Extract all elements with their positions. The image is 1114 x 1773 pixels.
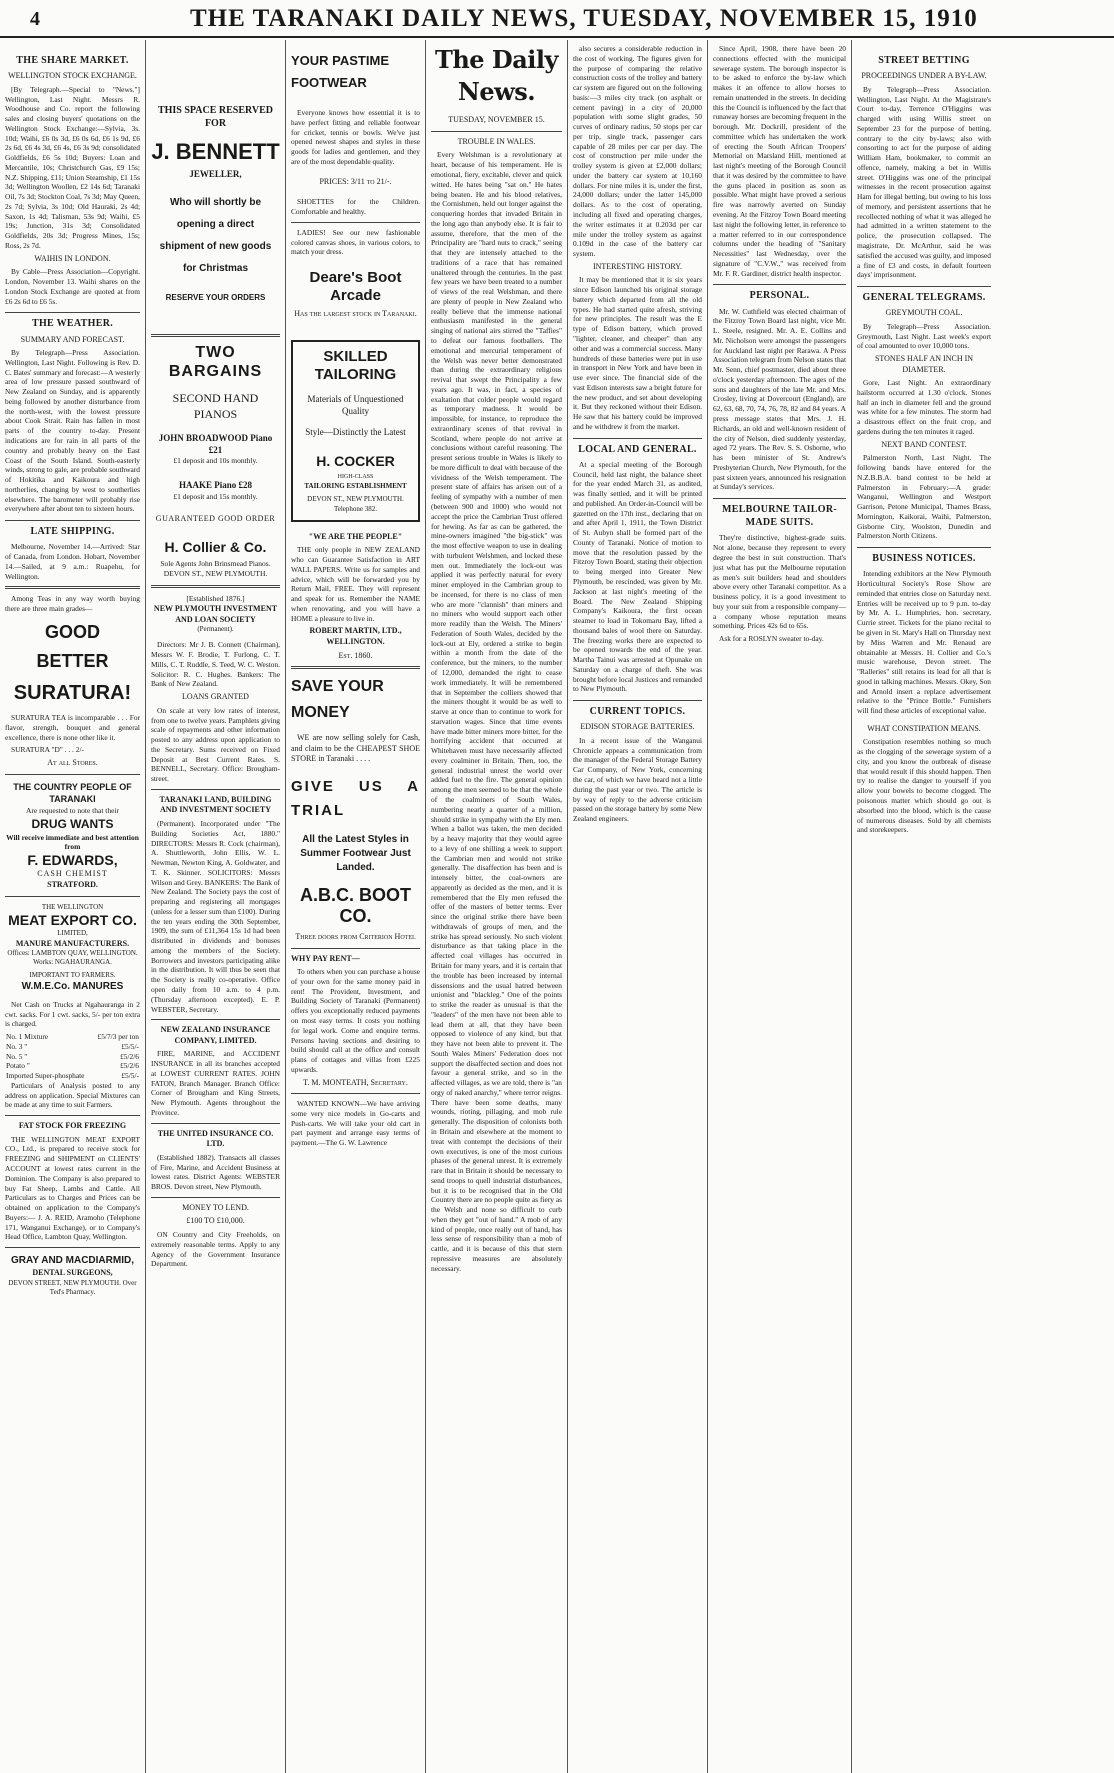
melbourne-heading: MELBOURNE TAILOR-MADE SUITS. (713, 498, 846, 529)
betting-body: By Telegraph—Press Association. Wellington, Last Night. At the Magistrate's Court to-day, Terrence O'Higgins was charged with using Willis street on September 23 for the purpose of betting, contrary to the city by-laws; also with consorting to act for the purpose of aiding William Ham, bookmaker, to commit an offence, namely, making a bet in Willis street. O'Higgins was one of the principal witnesses in the recent prosecution against Ham for illegal betting, but owing to his loss of memory, and persistent assertions that he recollected nothing of what it was alleged he had admitted in a written statement to the police, the prosecution collapsed. The magistrate, Dr. McArthur, said he was satisfied the accused was guilty, and imposed a fine of £3 and costs, in default fourteen days' imprisonment. (857, 84, 991, 280)
bargains-heading: TWO BARGAINS (168, 343, 263, 380)
manures-note: Particulars of Analysis posted to any address on application. Special Mixtures can be made at any time to suit Farmers. (5, 1080, 140, 1110)
column-2 (146, 40, 286, 1773)
stones-heading: STONES HALF AN INCH IN DIAMETER. (874, 354, 974, 374)
broadwood-terms: £1 deposit and 10s monthly. (173, 456, 258, 466)
abc-heading: A.B.C. BOOT CO. (300, 884, 411, 927)
reserved-text: THIS SPACE RESERVED FOR (157, 105, 274, 130)
tlb-body: (Permanent). Incorporated under "The Building Societies Act, 1880." DIRECTORS: Messrs R. Cock (chairman), A. Shuttleworth, John Ellis, W. L. Newman, Newton King, A. Goldwater, and T. K. Skinner. SOLICITORS: Messrs Wilson and Grey. BANKERS: The Bank of New Zealand. The Society pays the cost of preparing and registering all mortgages (unless for a lesser sum than £100). During the ten years ending the 30th September, 1909, the sum of £11,364 15s 1d had been distributed in dividends and bonuses among the members of the Society. Borrowers and investors participating alike in the distribution. It will thus be seen that the Society is really co-operative. Office open daily from 10 a.m. to 4 p.m. (Thursday afternoon excepted). E. P. WEBSTER, Secretary. (151, 819, 280, 1014)
topics-heading: CURRENT TOPICS. (573, 700, 702, 718)
column-3 (286, 40, 426, 1773)
divider (291, 948, 420, 949)
bennett-body: Who will shortly be opening a direct shipment of new goods for Christmas (159, 197, 272, 275)
battery-continued-body: also secures a considerable reduction in the cost of working. The figures given for the purpose of comparing the relative construction costs of the trolley and battery car system are figured out on the following basis:—3 miles city track (on asphalt or cement paving) in a city of 20,000 population with some slight grades, 50 curves of ordinary radius, 50 stops per car per trip, single track, passenger cars capable of 28 miles per car per day. The cost of construction per mile under the trolley system is given at £2,000 dollars; under the battery car system at 10,160 dollars. For nine miles it is, under the first, 24,000 dollars; under the latter 145,000 dollars. As to the cost of operating, including all fixed and operating charges, the writer estimates it at 0.203d per car mile under the trolley system as against 0.109d in the case of the battery car system. (573, 44, 702, 259)
broadwood-price: JOHN BROADWOOD Piano £21 (158, 432, 273, 455)
tailoring-line: TAILORING ESTABLISHMENT (304, 482, 407, 491)
suratura-ad (5, 622, 140, 705)
council-notes-body: Since April, 1908, there have been 20 connections effected with the municipal sewerage system. The borough inspector is to be asked to enforce the by-law which makes it an offence to allow horses to remain unattended in the streets. In deciding this the Council is influenced by the fact that runaway horses are becoming frequent in the borough. Mr. Dockrill, president of the committee which has undertaken the work of erecting the South African Troopers' Memorial on Marsland Hill, mentioned at last night's meeting of the Borough Council that it was desired by the committee to have the guns placed in position as soon as possible. What might have proved a serious fire was narrowly averted on Sunday evening. At the Fitzroy Town Board meeting last night the following letter, in reference to a matter referred to in our correspondence columns under the heading of "Sanitary Necessities" last Wednesday, over the signature of "C.V.W.," was received from Mr. F. R. Gardiner, district health inspector. (713, 44, 846, 278)
divider (291, 666, 420, 669)
weather-body: By Telegraph—Press Association. Wellington, Last Night. Following is Rev. D. C. Bates' summary and forecast:—A westerly area of low pressure passed southward of New Zealand on Sunday, and is apparently being followed by another disturbance from the north-west, with the lowest pressure about Cook Strait. Rain has fallen in most parts of the country to-day. Present indications are for rain in all parts of the country and probably heavy on the East Coast of the South Island. South-easterly winds, strong to gale, are probable southward of Hokitika and Kaikoura and high northerlies, changing by west to southerlies elsewhere. The barometer will probably rise everywhere after about ten to sixteen hours. (5, 348, 140, 514)
freezing-body: THE WELLINGTON MEAT EXPORT CO., Ltd., is prepared to receive stock for FREEZING and SHIPMENT on CLIENTS' ACCOUNT at lowest rates current in the Dominion. The Company is also prepared to buy Fat Sheep, Lambs and Cattle. All Particulars as to Charges and Prices can be obtained on application to the Company's Buyers:— J. A. REID, Aramoho (Telephone 171, Wanganui Exchange), or to Company's Head Office, Lambton Quay, Wellington. (5, 1134, 140, 1242)
money-body: ON Country and City Freeholds, on extremely reasonable terms. Apply to any Agency of the Government Insurance Department. (151, 1230, 280, 1269)
melbourne-body: They're distinctive, highest-grade suits. Not alone, because they represent to every degree the best in suit construction. That's just what has put the Melbourne reputation as men's suit builders head and shoulders above every other Taranaki competitor. As a business policy, it is a good investment to buy your suit from a responsible company—a company whose reputation means something. Prices 42s 6d to 65s. (713, 533, 846, 631)
manures-table (5, 1032, 140, 1081)
share-market-body: [By Telegraph.—Special to "News."] Wellington, Last Night. Messrs R. Woodhouse and Co. report the following sales and closing buyers' quotations on the Wellington Stock Exchange:—Sylvia, 3s. 10d; Waihi, £6 0s 3d, £6 0s 6d, £6 1s 9d, £6 2s 6d, £6 4s 3d, £6 4s, £6 3s 9d; consolidated Goldfields, £6 5s 10d; Buyers: Loan and Mercantile, 10s; Christchurch Gas, £9 15s; N.Z. Shipping, £11; Union Steamship, £1 15s 3d; Wellington Woollen, £2 14s 6d; Taranaki Oil, 7s 3d; Stockton Coal, 7s 3d; May Queen, 2s 7d; Sylvia, 3s 10d; Old Hauraki, 2s 4d; Saxon, 1s 4d; Talisman, 53s 9d; Waihi, £5 19s; Junction, 31s 3d; Consolidated Goldfields, 20s 3d; Progress Mines, 15s; Ross, 2s 7d. (5, 84, 140, 250)
history-body: It may be mentioned that it is six years since Edison launched his original storage battery which departed from all the old types. He had started quite afresh, striving for new principles. The result was the E type of Edison battery, which proved "lighter, cleaner, and cheaper" than any other and was a commercial success. Many hundreds of these batteries were put in use in transport in New York and have been in use ever since. The financial side of the vast Edison interests saw a bright future for the new product, and set about developing it. But they reckoned without their Edison. He saw that his battery could be improved and he withdrew it from the market. (573, 275, 702, 431)
deare-heading: Deare's Boot Arcade (309, 269, 402, 305)
shipping-heading: LATE SHIPPING. (5, 520, 140, 538)
meat-export-ad (5, 903, 140, 994)
give-heading: GIVE US A TRIAL (291, 777, 420, 819)
column-6 (708, 40, 852, 1773)
tea-best: SURATURA! (13, 682, 132, 705)
established: [Established 1876.] (186, 594, 245, 604)
tea-intro: Among Teas in any way worth buying there are three main grades— (5, 594, 140, 614)
people-heading: "WE ARE THE PEOPLE" (308, 531, 403, 541)
band-heading: NEXT BAND CONTEST. (881, 439, 967, 449)
coal-heading: GREYMOUTH COAL. (885, 308, 963, 318)
np-heading: NEW PLYMOUTH INVESTMENT AND LOAN SOCIETY (153, 604, 278, 624)
table-row: No. 5 " £5/2/6 (6, 1051, 139, 1061)
style-line: Style—Distinctly the Latest (305, 427, 406, 438)
monteath-name: T. M. MONTEATH, Secretary. (303, 1077, 408, 1087)
tlb-heading: TARANAKI LAND, BUILDING AND INVESTMENT SOCIETY (159, 794, 272, 815)
bennett-ad (151, 104, 280, 304)
tea-good: GOOD (44, 621, 100, 642)
country-body: Are requested to note that their (25, 805, 120, 815)
telephone: Telephone 382. (333, 504, 378, 513)
local-heading: LOCAL AND GENERAL. (573, 438, 702, 456)
haake-price: HAAKE Piano £28 (178, 480, 252, 491)
column-7 (852, 40, 996, 1773)
pianos-ad (151, 343, 280, 580)
edwards-town: STRATFORD. (47, 879, 98, 889)
freezing-heading: FAT STOCK FOR FREEZING (18, 1121, 127, 1131)
pastime-heading: YOUR PASTIME FOOTWEAR (291, 53, 389, 91)
share-market-subheading: WELLINGTON STOCK EXCHANGE. (8, 71, 137, 81)
people-body: THE only people in NEW ZEALAND who can Guarantee Satisfaction in ART WALL PAPERS. Write us for samples and advice, which will be forwarded you by Return Mail, FREE. They will represent and speak for us. Remember the NAME when renovating, and you will have a HOME a pleasure to live in. (291, 545, 420, 623)
bennett-name: J. BENNETT (151, 139, 280, 165)
divider (291, 222, 420, 223)
materials: Materials of Unquestioned Quality (307, 393, 404, 416)
reserve-orders: RESERVE YOUR ORDERS (165, 293, 266, 303)
stones-body: Gore, Last Night. An extraordinary hailstorm occurred at 1.30 o'clock. Stones half an inch in diameter fell and the ground was white for a few minutes. The storm had a disastrous effect on the fruit crop, and gardens during the ten minutes it raged. (857, 378, 991, 436)
divider (431, 131, 562, 132)
nz-insurance-body: FIRE, MARINE, and ACCIDENT INSURANCE in all its branches accepted at LOWEST CURRENT RATES. JOHN FATON, Branch Manager. Branch Office: Corner of Brougham and King Streets, New Plymouth. Agents throughout the Province. (151, 1049, 280, 1117)
topics-sub: EDISON STORAGE BATTERIES. (580, 722, 695, 732)
divider (5, 896, 140, 897)
divider (151, 585, 280, 588)
skilled-heading: SKILLED TAILORING (314, 347, 397, 383)
divider (151, 1123, 280, 1124)
manures-body: Net Cash on Trucks at Ngahauranga in 2 cwt. sacks. For 1 cwt. sacks, 5/- per ton extra is charged. (5, 999, 140, 1029)
paper-name: The Daily News. (435, 45, 558, 106)
page-number: 4 (30, 8, 40, 30)
wales-body: Every Welshman is a revolutionary at heart, because of his temperament. He is emotional, fiery, excitable, clever and quick witted. He hates being "sat on." He hates being beaten. He and his blood relatives, the Cornishmen, held out longer against the conquering hordes that invaded Britain in the long ago than anybody else. It is fair to assume, therefore, that the men of the Principality are "hard nuts to crack," seeing that they are intensely attached to the traditions of a race that has remained unaltered through the centuries. In the past few years we have been treated to a number of views of the real Welshman, and there are plenty of people in New Zealand who really believe that the immense national enthusiasm manifested in the general singing of national airs stirred the "Taffies" to defeat our famous footballers. The emotional and mercurial temperament of the Welsh was never better demonstrated than during the extraordinary religious revival that swept the Principality a few years ago. It was, in fact, a species of exaltation that colder people would regard as temporary madness. It would be impossible, for instance, to reproduce the extraordinary scenes of that revival in Scotland, where people do not arrive at conclusions without careful reasoning. The present serious trouble in Wales is likely to be more difficult to deal with because of the vividness of the Welsh temperament. The present state of affairs has arisen out of a feeling of sympathy with a number of men (between 900 and 1000) who would not accept the price the Cambrian Trust offered for hewing. As far as can be gathered, the mine-owners imagined "the big-stick" was the most effective weapon to use in dealing with turbulent Welshmen, and locked these men out. Immediately the lock-out was applied it was perfectly natural for every miner employed in the Cambrian group to be incensed, for there is no class of men who are more "clannish" than miners and no miners who would support each other more readily than the Welsh. The Miners' Federation of South Wales, decided by the lock-out at Ely, ordered a strike to begin within a month from the date of the conference, but the miners, to the number of 12,000, demanded the right to cease work immediately. It will be remembered that in September the colliers showed that the miners thought it would be as well to starve at once than to continue to work for starvation wages. Since that time events have made bitter miners more bitter, for the horrifying accident that occurred at Whitehaven must have necessarily affected every coalminer in Britain. Then, too, the general industrial unrest the world over added fuel to the fire. The general opinion among the men seemed to be that the whole of the coalminers of South Wales, numbering nearly a quarter of a million, should strike in sympathy with the Ely men. When a ballot was taken, the men decided by a heavy majority that they would agree to a levy of one shilling a week to support the Cambrian men and would not strike generally. The disaffection has been and is intensely bitter, the coal-owners are apparently as decided as the men, and it is remembered that the Ely men refused the offer of the masters of better terms. Ever since the original strike there have been withdrawals of groups of men, and the strike has spread seriously. No such violent disturbance as that taking place in the affected coal villages has occurred in Britain for many years, and it is certain that the trouble has been increased by internal dissensions and the usual hatred between unionist and "blackleg." One of the points to strike the reader as unusual is that the "leaders" of the men have not been able to lead them at all, that they have been opposed to violence of any kind, but that they have not been able to prevent it. The South Wales Miners' Federation does not support the disaffected section and does not favour a general strike, and so in the affected villages, as we are told, there is "an orgy of naked anarchy," where terror reigns. There have been some deaths, many wounds, rioting, pillaging, and mob rule generally. The disposition of colonists both in Britain and elsewhere at the moment to treat with contempt the decisions of their own executives, is one of the most curious phases of the general unrest. It is extremely rare that in Britain it should be necessary to send troops to quell industrial disturbances, but it is to be recognised that in the Old Country there are no people quite as fiery as the Welsh and none so difficult to curb when they get "out of hand." A mob of any kind of people, once really out of hand, has less sense of responsibility than a mob of cattle, and it is because of this that stern repressive measures are absolutely necessary. (431, 150, 562, 1273)
gray-macdiarmid-ad (5, 1254, 140, 1297)
column-1 (0, 40, 146, 1773)
newspaper-title: THE TARANAKI DAILY NEWS, TUESDAY, NOVEMBER 15, 1910 (190, 5, 978, 32)
divider (291, 1093, 420, 1094)
divider (151, 1019, 280, 1020)
wales-heading: TROUBLE IN WALES. (457, 136, 536, 146)
rent-heading: WHY PAY RENT— (291, 953, 360, 963)
money-amount: £100 TO £10,000. (186, 1216, 245, 1226)
divider (151, 789, 280, 790)
np-investment-ad (151, 594, 280, 634)
table-row: No. 1 Mixture £5/7/3 per ton (6, 1032, 139, 1042)
meat-line: MANURE MANUFACTURERS. (15, 938, 130, 948)
weather-heading: THE WEATHER. (5, 312, 140, 330)
table-row: No. 3 " £5/5/- (6, 1041, 139, 1051)
edwards-name: F. EDWARDS, (27, 852, 118, 869)
tea-stores: At all Stores. (47, 758, 98, 768)
divider (151, 1197, 280, 1198)
nz-insurance-heading: NEW ZEALAND INSURANCE COMPANY, LIMITED. (160, 1025, 271, 1045)
collier-body: Sole Agents John Brinsmead Pianos. DEVON ST., NEW PLYMOUTH. (160, 559, 271, 579)
business-body: Intending exhibitors at the New Plymouth Horticultural Society's Rose Show are reminded that entries close on Saturday next. Entries will be received up to 9 p.m. to-day by Mr. A. L. Humphries, hon. secretary, Currie street. Tickets for the piano recital to be given in St. Mary's Hall on Thursday next by Miss Warren and Mr. Renaud are obtainable at Messrs. H. Collier and Co.'s music warehouse, Devon street. The "Ralleries" still retains its lead for all that is good in talking machines. Messrs. Okey, Son and Arnold insert a replace advertisement relative to the "Prince Bottle." Furnishers will find these articles of exceptional value. (857, 569, 991, 716)
gray-sub: DENTAL SURGEONS, (32, 1268, 113, 1278)
masthead (0, 0, 1114, 38)
betting-sub: PROCEEDINGS UNDER A BY-LAW. (861, 71, 987, 81)
meat-pre: THE WELLINGTON (41, 903, 104, 912)
tea-better: BETTER (36, 651, 109, 672)
history-heading: INTERESTING HISTORY. (592, 261, 683, 271)
column-4 (426, 40, 568, 1773)
edwards-ad (5, 781, 140, 891)
tea-body: SURATURA TEA is incomparable . . . For flavor, strength, bouquet and general excellence, there is none other like it. (5, 713, 140, 742)
local-body: At a special meeting of the Borough Council, held last night, the balance sheet for the year ended March 31, as audited, was finally settled, and it will be printed and published. An Order-in-Council will be gazetted on the 17th inst., declaring that on and after April 1, 1911, the Town District of St. Aubyn shall be formed part of the County of Taranaki. Notice of motion to move that the resolution passed by the Fitzroy Town Board, stating their objection to being merged into Greater New Plymouth, be rescinded, was given by Mr. Jackson at last night's meeting of the Board. The New Zealand Shipping Company's Kaikoura, the first ocean steamer to load in Tokomaru Bay, lifted a thousand bales of wool there on Saturday. The freezing works there are expected to be opened towards the end of the year. Martha Tainui was arrested at Opunake on Saturday on a charge of theft. She was brought before local Justices and remanded to New Plymouth. (573, 459, 702, 694)
loans-body: On scale at very low rates of interest, from one to twelve years. Pamphlets giving scale of repayments and other information posted to any address upon application to the Secretary. Sums received on Fixed Deposit at Best Current Rates. S. BENNELL, Secretary. Office: Brougham-street. (151, 705, 280, 784)
drug-heading: DRUG WANTS (31, 816, 114, 831)
coal-body: By Telegraph—Press Association. Greymouth, Last Night. Last week's export of coal amounted to over 10,000 tons. (857, 321, 991, 351)
styles-line: All the Latest Styles in Summer Footwear Just Landed. (300, 833, 411, 873)
personal-body: Mr. W. Cuthfield was elected chairman of the Fitzroy Town Board last night, vice Mr. L. Steele, resigned. Mr. A. E. Collins and Mr. Nicholson were amongst the passengers for Auckland last night per Rarawa. A Press Association telegram from Nelson states that Mr. Senn, chief postmaster, died about three o'clock yesterday afternoon. The ages of the sons and daughters of the late Mr. and Mrs. Crosley, living at Dovercourt (England), are 62, 63, 68, 70, 74, 76, 78, 82 and 84 years. A press message states that Mrs. J. H. Richards, an old and well-known resident of the city of Nelson, died suddenly yesterday, aged 72 years. The Rev. S. S. Osborne, who has been minister of St. Andrew's Presbyterian Church, New Plymouth, for the past sixteen years, announced his resignation at Sunday's services. (713, 306, 846, 492)
haake-terms: £1 deposit and 15s monthly. (173, 492, 258, 502)
shoettes: SHOETTES for the Children. Comfortable and healthy. (291, 197, 420, 217)
shipping-body: Melbourne, November 14.—Arrived: Star of Canada, from London. Hobart, November 14.—Sailed, at 9 a.m.: Ruapehu, for Wellington. (5, 542, 140, 581)
jeweller-label: JEWELLER, (189, 168, 242, 179)
weather-subheading: SUMMARY AND FORECAST. (20, 334, 125, 344)
loans-heading: LOANS GRANTED (182, 692, 249, 702)
table-row: Imported Super-phosphate £5/5/- (6, 1071, 139, 1081)
martin-name: ROBERT MARTIN, LTD., WELLINGTON. (309, 626, 402, 646)
band-body: Palmerston North, Last Night. The following bands have entered for the N.Z.B.B.A. band contest to be held at Palmerston in February:—A grade: Wanganui, Wellington and Westport Garrison, Petone Municipal, Thames Brass, Mornington, Kaikorai, Waihi, Palmerston, Gisborne City, Woolston, Dunedin and Palmerston North Citizens. (857, 453, 991, 541)
divider (151, 334, 280, 337)
abc-sub: Three doors from Criterion Hotel (295, 932, 416, 942)
cocker-addr: DEVON ST., NEW PLYMOUTH. (307, 495, 404, 504)
highclass: HIGH-CLASS (337, 474, 374, 481)
pastime-body: Everyone knows how essential it is to have perfect fitting and reliable footwear for cricket, tennis or bowls. We've just opened newest shapes and styles in these goods for ladies and gentlemen, and they are of the most dependable quality. (291, 108, 420, 167)
gray-addr: DEVON STREET, NEW PLYMOUTH. Over Ted's Pharmacy. (8, 1278, 137, 1296)
meat-offices: Offices: LAMBTON QUAY, WELLINGTON. Works: NGAHAURANGA. (7, 949, 138, 967)
country-heading: THE COUNTRY PEOPLE OF TARANAKI (13, 781, 132, 805)
money-heading: MONEY TO LEND. (182, 1202, 249, 1212)
roslyn-line: Ask for a ROSLYN sweater to-day. (719, 634, 824, 644)
constipation-heading: WHAT CONSTIPATION MEANS. (867, 723, 981, 733)
edwards-sub: CASH CHEMIST (37, 869, 108, 879)
meat-sub: LIMITED, (57, 929, 88, 938)
divider (5, 586, 140, 589)
ladies-note: LADIES! See our new fashionable colored canvas shoes, in various colors, to match your dress. (291, 227, 420, 257)
waihis-london-heading: WAIHIS IN LONDON. (34, 253, 111, 263)
divider (5, 774, 140, 775)
np-permanent: (Permanent). (197, 625, 234, 634)
cocker-name: H. COCKER (316, 453, 395, 470)
deare-sub: Has the largest stock in Taranaki. (294, 309, 417, 319)
dateline: TUESDAY, NOVEMBER 15. (448, 115, 545, 125)
telegrams-heading: GENERAL TELEGRAMS. (857, 286, 991, 304)
tea-d-price: SURATURA "D" . . . 2/- (11, 745, 84, 755)
column-5 (568, 40, 708, 1773)
cocker-ad (291, 340, 420, 522)
manures-heading: W.M.E.Co. MANURES (21, 980, 124, 992)
divider (5, 1247, 140, 1248)
topics-body: In a recent issue of the Wanganui Chronicle appears a communication from the manager of the Federal Storage Battery Car Company, of New York, concerning the car, of which we have heard not a little during the past year or two. The article is by way of reply to the adverse criticism passed on the storage battery by some New Zealand engineers. (573, 735, 702, 824)
save-heading: SAVE YOUR MONEY (291, 678, 384, 721)
meat-heading: MEAT EXPORT CO. (8, 912, 137, 929)
guaranteed: GUARANTEED GOOD ORDER (155, 514, 276, 524)
gray-heading: GRAY AND MACDIARMID, (11, 1255, 134, 1267)
business-heading: BUSINESS NOTICES. (857, 547, 991, 565)
save-body: WE are now selling solely for Cash, and claim to be the CHEAPEST SHOE STORE in Taranaki . . . . (291, 733, 420, 764)
share-market-heading: THE SHARE MARKET. (16, 55, 129, 66)
drug-body: Will receive immediate and best attention from (6, 832, 139, 852)
united-body: (Established 1882). Transacts all classes of Fire, Marine, and Accident Business at lowest rates. District Agents: WEBSTER BROS. Devon street, New Plymouth. (151, 1152, 280, 1192)
pianos-heading: SECOND HAND PIANOS (172, 391, 259, 421)
rent-body: To others when you can purchase a house of your own for the same money paid in rent! The Provident, Investment, and Building Society of Taranaki (Permanent) offers you exceptionally reduced payments on most easy terms. It costs you nothing for legal work. Come and enquire terms. Persons having sections and desiring to build should call at the office and consult plans of cottages and villas from £225 upwards. (291, 967, 420, 1074)
farmers-note: IMPORTANT TO FARMERS. (29, 970, 116, 979)
united-heading: THE UNITED INSURANCE CO. LTD. (157, 1128, 274, 1149)
betting-heading: STREET BETTING (878, 55, 970, 66)
martin-est: Est. 1860. (338, 650, 373, 660)
table-row: Potato " £5/2/6 (6, 1061, 139, 1071)
constipation-body: Constipation resembles nothing so much as the clogging of the sewerage system of a city, and you know the outbreak of disease that would result if this should happen. Then try to realise the danger to yourself if you allow your bowels to become clogged. The poisonous matter which should go out is absorbed into the blood, which is the cause of numerous diseases. Sold by all chemists and storekeepers. (857, 737, 991, 835)
waihis-london-body: By Cable—Press Association—Copyright. London, November 13. Waihi shares on the London Stock Exchange are quoted at from £6 2s 6d to £6 5s. (5, 267, 140, 306)
collier-name: H. Collier & Co. (164, 538, 267, 555)
wanted-notice: WANTED KNOWN—We have arriving some very nice models in Go-carts and Push-carts. We will take your old cart in part payment and arrange easy terms of payment.—The G. W. Lawrence (291, 1099, 420, 1148)
np-body: Directors: Mr J. B. Connett (Chairman), Messrs W. F. Brodie, T. Furlong, C. T. Mills, C. T. Ruddle, S. Teed, W. C. Weston. Solicitor: R. C. Hughes. Bankers: The Bank of New Zealand. (151, 640, 280, 689)
prices: PRICES: 3/11 to 21/-. (319, 176, 392, 186)
divider (5, 1115, 140, 1116)
personal-heading: PERSONAL. (713, 284, 846, 302)
